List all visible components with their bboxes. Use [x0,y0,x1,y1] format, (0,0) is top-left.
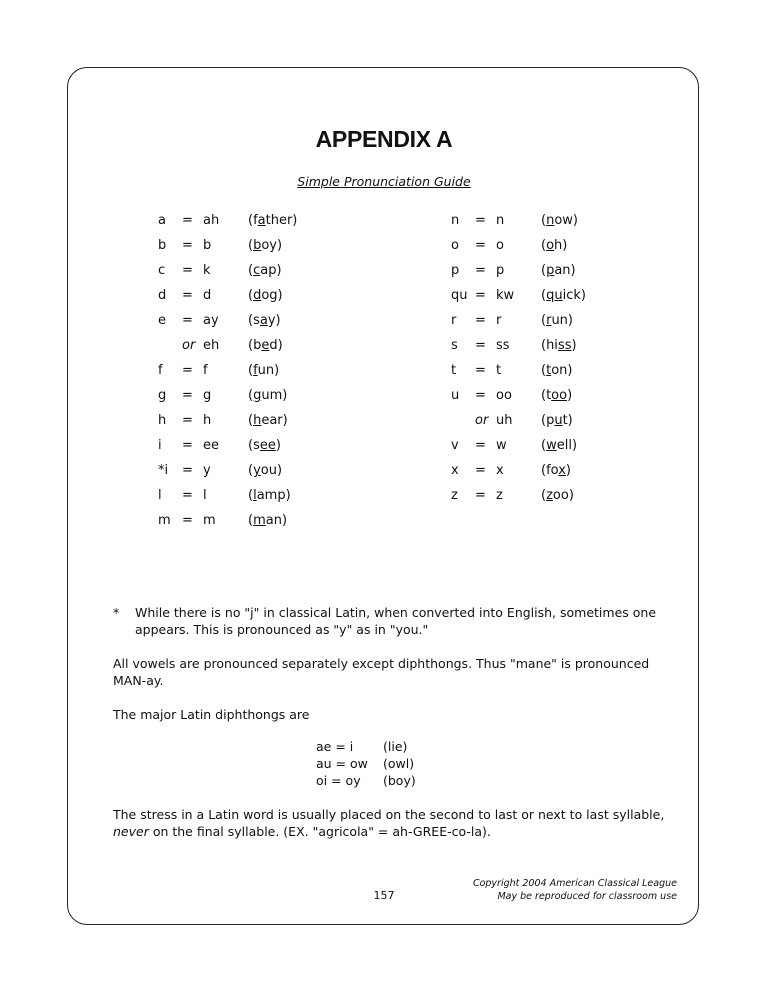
page-border [67,67,699,925]
latin-letter: o [451,238,459,253]
diphthong-pair: au = ow [316,756,368,771]
latin-letter: l [158,488,162,503]
english-sound: m [203,513,216,528]
vowels-paragraph: All vowels are pronounced separately except diphthongs. Thus "mane" is pronounced MAN-ay. [113,656,650,688]
equals-sign: = [475,338,486,353]
english-sound: ay [203,313,219,328]
latin-letter: g [158,388,167,403]
example-word: (cap) [248,263,282,278]
page-subtitle: Simple Pronunciation Guide [297,174,471,189]
example-word: (dog) [248,288,283,303]
example-word: (hear) [248,413,288,428]
equals-sign: = [475,238,486,253]
english-sound: eh [203,338,220,353]
example-word: (zoo) [541,488,574,503]
stress-emphasis: never [113,823,149,839]
stress-text: The stress in a Latin word is usually placed on the second to last or next to last syllable, [113,807,665,822]
english-sound: o [496,238,504,253]
footnote-text: While there is no "j" in classical Latin, when converted into English, sometimes one appears. This is pronounced as "y" as in "you." [135,605,657,637]
equals-sign: = [475,438,486,453]
latin-letter: qu [451,288,468,303]
diphthong-intro: The major Latin diphthongs are [113,707,310,722]
latin-letter: r [451,313,457,328]
latin-letter: e [158,313,166,328]
example-word: (see) [248,438,281,453]
example-word: (say) [248,313,281,328]
example-word: (father) [248,213,298,228]
equals-sign: = [475,388,486,403]
latin-letter: i [158,438,162,453]
english-sound: uh [496,413,513,428]
equals-sign: = [182,213,193,228]
english-sound: z [496,488,503,503]
equals-sign: = [182,288,193,303]
latin-letter: a [158,213,166,228]
latin-letter: z [451,488,458,503]
equals-sign: = [182,313,193,328]
latin-letter: *i [158,463,169,478]
equals-sign: = [182,488,193,503]
copyright-line: Copyright 2004 American Classical League [472,878,677,889]
example-word: (oh) [541,238,568,253]
equals-sign: = [475,488,486,503]
diphthong-pair: ae = i [316,739,354,754]
english-sound: b [203,238,212,253]
example-word: (bed) [248,338,283,353]
latin-letter: t [451,363,457,378]
equals-sign: = [182,263,193,278]
diphthong-example: (boy) [383,773,416,788]
example-word: (hiss) [541,338,577,353]
english-sound: g [203,388,212,403]
english-sound: ee [203,438,219,453]
diphthong-example: (owl) [383,756,415,771]
diphthong-example: (lie) [383,739,408,754]
stress-text-end: on the final syllable. (EX. "agricola" = ah-GREE-co-la). [148,823,491,839]
latin-letter: u [451,388,460,403]
english-sound: oo [496,388,512,403]
equals-sign: = [182,413,193,428]
latin-letter: d [158,288,167,303]
footnote-marker: * [113,605,120,620]
latin-letter: m [158,513,171,528]
example-word: (boy) [248,238,283,253]
english-sound: ah [203,213,220,228]
latin-letter: n [451,213,460,228]
english-sound: f [203,363,208,378]
page-number: 157 [373,889,395,902]
example-word: (you) [248,463,283,478]
english-sound: h [203,413,212,428]
latin-letter: p [451,263,460,278]
copyright-usage-line: May be reproduced for classroom use [497,890,677,902]
latin-letter: c [158,263,166,278]
example-word: (put) [541,413,573,428]
example-word: (fun) [248,363,280,378]
example-word: (fox) [541,463,571,478]
diphthong-pair: oi = oy [316,773,361,788]
example-word: (well) [541,438,578,453]
equals-sign: = [475,463,486,478]
latin-letter: v [451,438,459,453]
english-sound: kw [496,288,515,303]
english-sound: l [203,488,207,503]
latin-letter: f [158,363,163,378]
example-word: (gum) [248,388,288,403]
stress-paragraph [113,807,673,840]
english-sound: p [496,263,505,278]
equals-sign: = [182,438,193,453]
english-sound: t [496,363,502,378]
example-word: (quick) [541,288,586,303]
equals-sign: = [475,213,486,228]
page-title: APPENDIX A [315,126,453,152]
english-sound: r [496,313,502,328]
equals-sign: or [475,413,489,428]
example-word: (too) [541,388,573,403]
example-word: (lamp) [248,488,291,503]
latin-letter: x [451,463,459,478]
equals-sign: = [182,238,193,253]
latin-letter: b [158,238,167,253]
equals-sign: = [475,313,486,328]
english-sound: x [496,463,504,478]
equals-sign: = [475,288,486,303]
equals-sign: = [182,388,193,403]
example-word: (ton) [541,363,573,378]
example-word: (now) [541,213,578,228]
example-word: (man) [248,513,288,528]
english-sound: y [203,463,211,478]
english-sound: ss [496,338,510,353]
equals-sign: = [182,463,193,478]
english-sound: w [496,438,507,453]
equals-sign: = [182,513,193,528]
example-word: (pan) [541,263,576,278]
latin-letter: s [451,338,458,353]
equals-sign: = [475,363,486,378]
example-word: (run) [541,313,573,328]
english-sound: n [496,213,505,228]
equals-sign: = [182,363,193,378]
equals-sign: or [182,338,196,353]
equals-sign: = [475,263,486,278]
latin-letter: h [158,413,167,428]
english-sound: k [203,263,211,278]
english-sound: d [203,288,212,303]
